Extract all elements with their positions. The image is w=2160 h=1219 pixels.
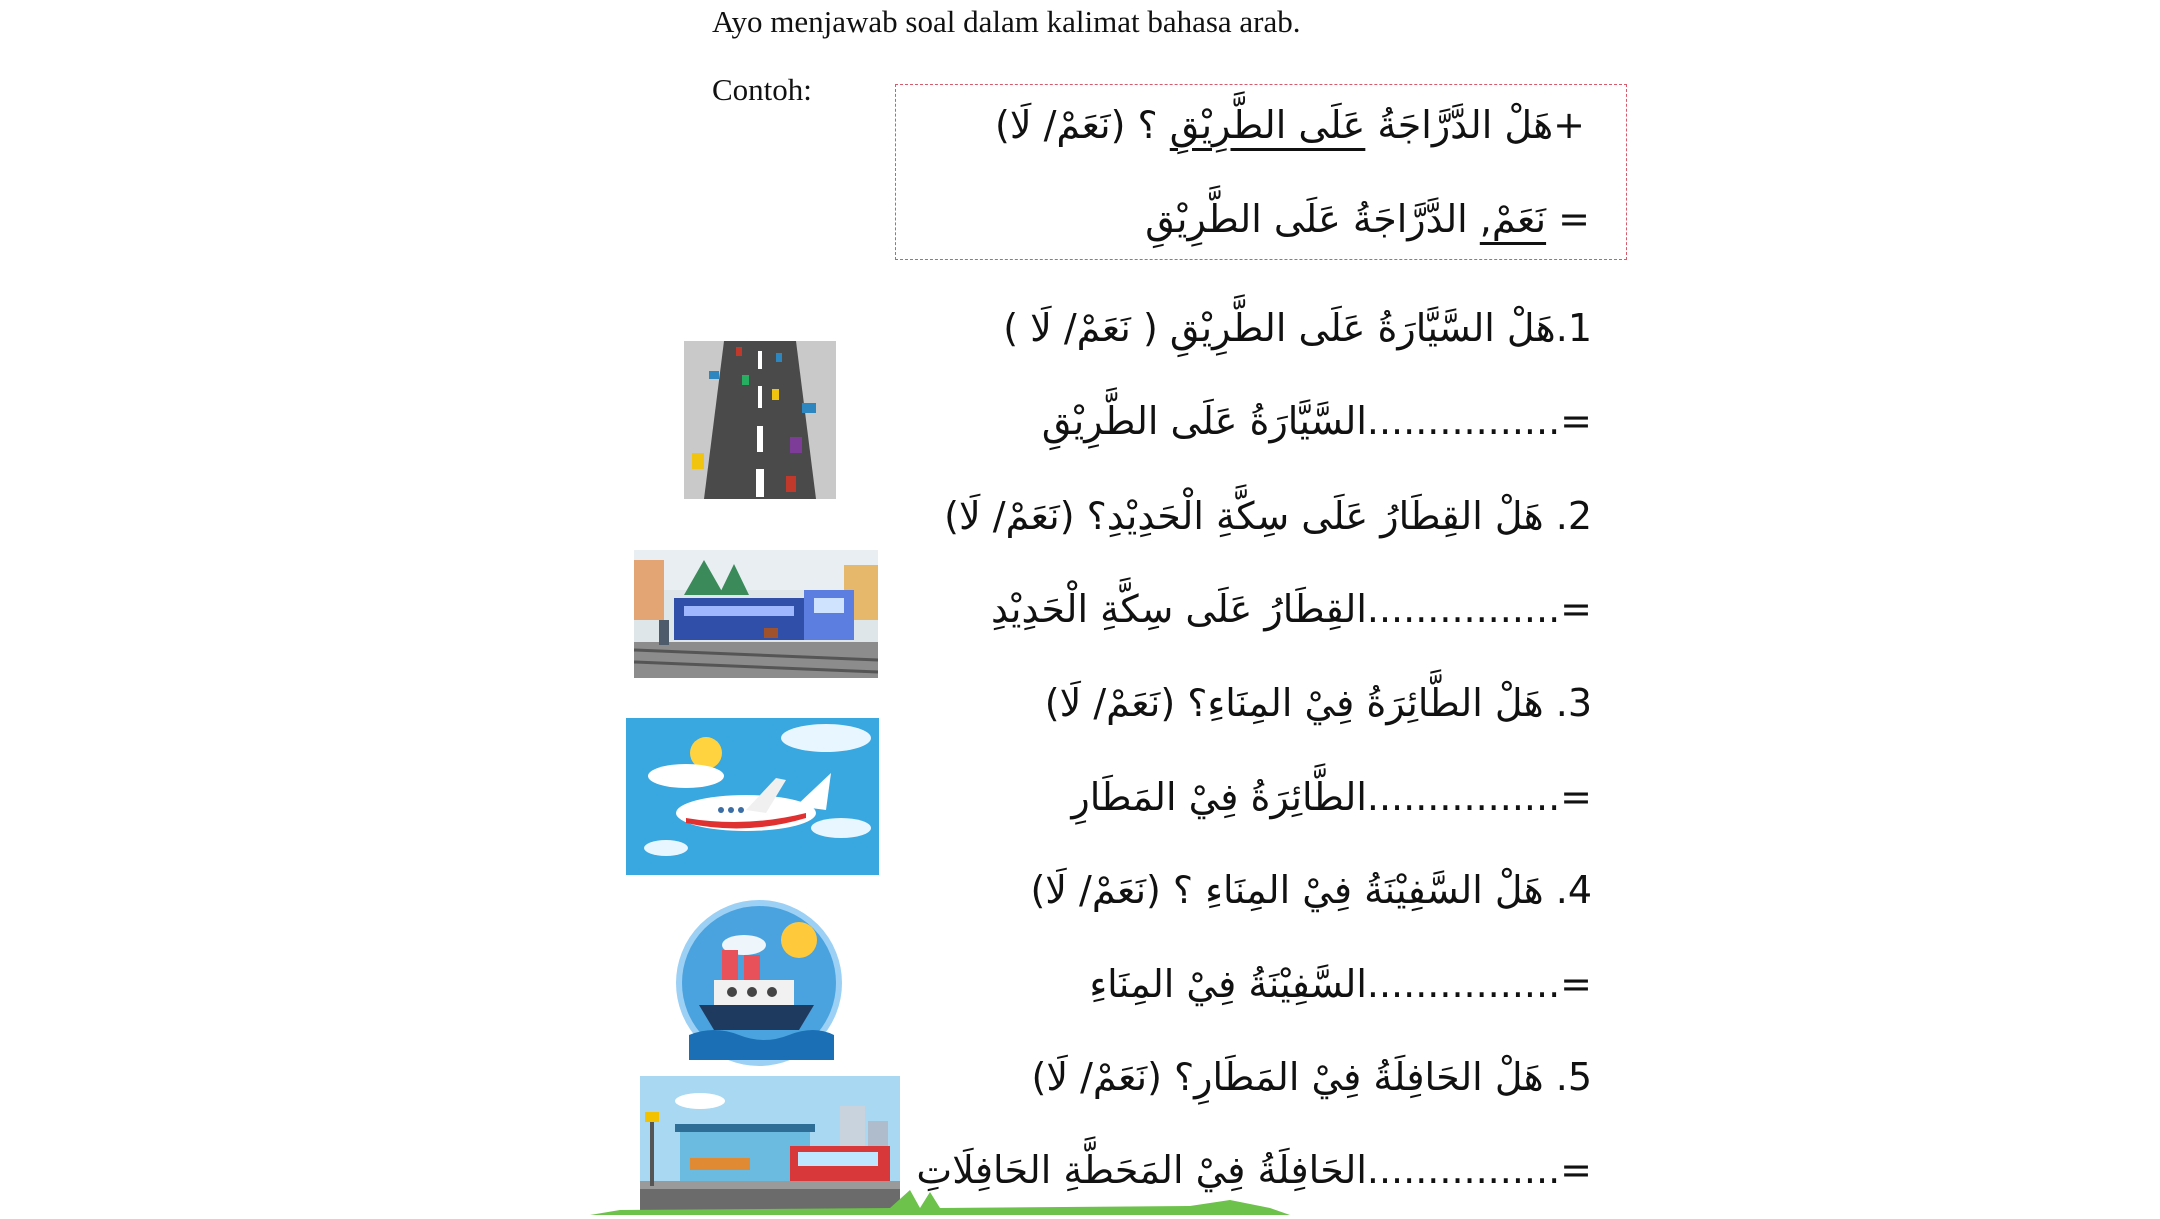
ship-image	[674, 895, 844, 1070]
question-1: 1.هَلْ السَّيَّارَةُ عَلَى الطَّرِيْقِ ( نَعَمْ/ لَا )	[1003, 306, 1592, 350]
airplane-image	[626, 718, 879, 875]
example-question-end: ؟ (نَعَمْ/ لَا)	[995, 103, 1170, 147]
example-question-start: +هَلْ الدَّرَّاجَةُ	[1365, 103, 1585, 147]
road-image	[684, 341, 836, 499]
example-answer-end: الدَّرَّاجَةُ عَلَى الطَّرِيْقِ	[1145, 197, 1480, 241]
example-question	[995, 103, 1585, 149]
answer-5[interactable]: =................الحَافِلَةُ فِيْ المَحَطَّةِ الحَافِلَاتِ	[916, 1148, 1592, 1192]
example-question-underlined: عَلَى الطَّرِيْقِ	[1169, 103, 1366, 147]
answer-4[interactable]: =................السَّفِيْنَةُ فِيْ المِنَاءِ	[1089, 962, 1592, 1006]
answer-2[interactable]: =................القِطَارُ عَلَى سِكَّةِ الْحَدِيْدِ	[990, 587, 1592, 631]
question-3: 3. هَلْ الطَّائِرَةُ فِيْ المِنَاءِ؟ (نَعَمْ/ لَا)	[1044, 681, 1592, 725]
example-answer-underlined: نَعَمْ,	[1479, 197, 1547, 241]
question-5: 5. هَلْ الحَافِلَةُ فِيْ المَطَارِ؟ (نَعَمْ/ لَا)	[1031, 1055, 1592, 1099]
grass-decoration	[590, 1180, 1290, 1215]
train-image	[634, 550, 878, 678]
example-label: Contoh:	[712, 72, 812, 107]
question-4: 4. هَلْ السَّفِيْنَةُ فِيْ المِنَاءِ ؟ (نَعَمْ/ لَا)	[1030, 868, 1592, 912]
question-2: 2. هَلْ القِطَارُ عَلَى سِكَّةِ الْحَدِيْدِ؟ (نَعَمْ/ لَا)	[944, 494, 1592, 538]
example-answer-start: =	[1546, 197, 1590, 241]
answer-1[interactable]: =................السَّيَّارَةُ عَلَى الطَّرِيْقِ	[1041, 399, 1592, 443]
example-answer	[1145, 197, 1590, 243]
answer-3[interactable]: =................الطَّائِرَةُ فِيْ المَطَارِ	[1071, 775, 1592, 819]
instruction-text: Ayo menjawab soal dalam kalimat bahasa arab.	[712, 4, 1301, 39]
